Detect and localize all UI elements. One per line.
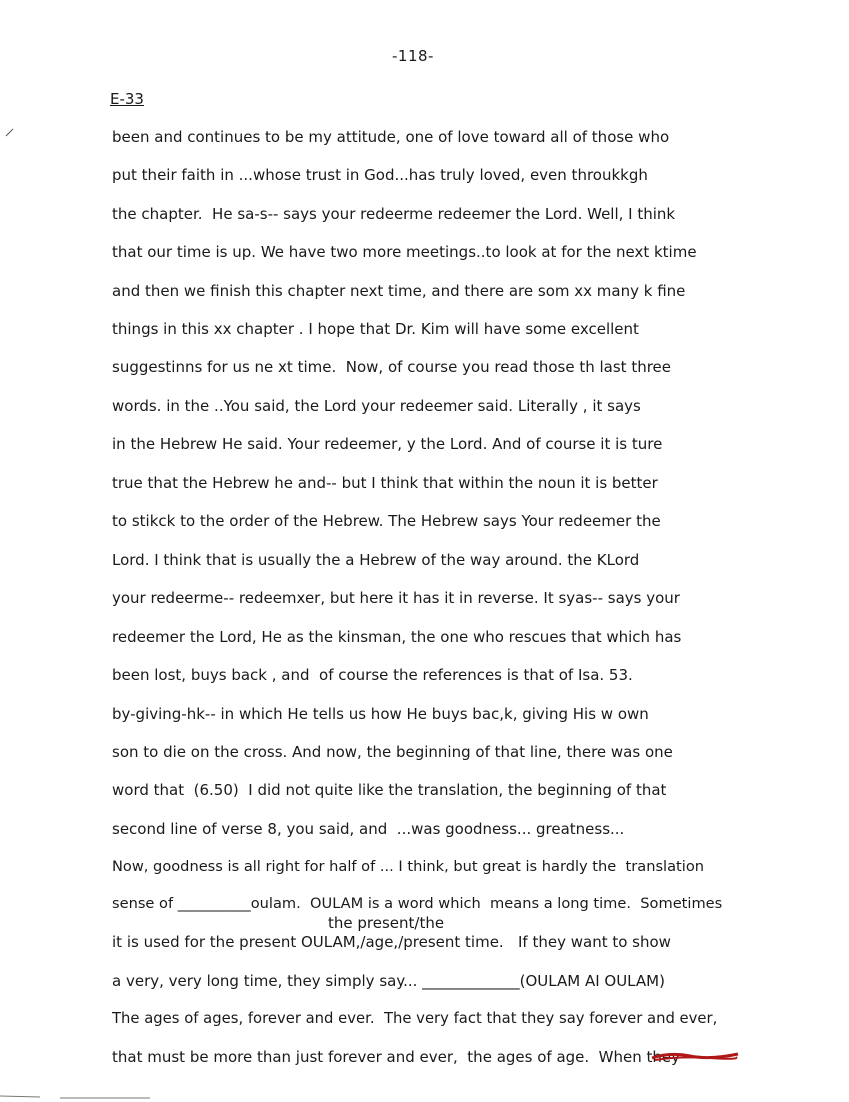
text-line: The ages of ages, forever and ever. The very fact that they say forever and ever, xyxy=(112,1010,718,1027)
red-strikethrough-scribble xyxy=(650,1046,740,1066)
page-number: -118- xyxy=(392,47,434,65)
section-label: E-33 xyxy=(110,90,144,108)
text-line: true that the Hebrew he and-- but I think that within the noun it is better xyxy=(112,474,658,492)
text-line: Now, goodness is all right for half of ... I think, but great is hardly the translation xyxy=(112,858,704,875)
text-line: your redeerme-- redeemxer, but here it has it in reverse. It syas-- says your xyxy=(112,589,680,607)
text-line: and then we finish this chapter next time, and there are som xx many k fine xyxy=(112,282,686,300)
text-line: the chapter. He sa-s-- says your redeerme redeemer the Lord. Well, I think xyxy=(112,205,676,223)
text-line: been lost, buys back , and of course the references is that of Isa. 53. xyxy=(112,666,633,684)
text-line: redeemer the Lord, He as the kinsman, the one who rescues that which has xyxy=(112,628,682,646)
text-line: been and continues to be my attitude, one of love toward all of those who xyxy=(112,128,670,146)
text-line: second line of verse 8, you said, and ...was goodness... greatness... xyxy=(112,820,625,838)
text-line: things in this xx chapter . I hope that Dr. Kim will have some excellent xyxy=(112,320,639,338)
text-line: word that (6.50) I did not quite like the translation, the beginning of that xyxy=(112,781,667,799)
text-line: a very, very long time, they simply say... _____________(OULAM AI OULAM) xyxy=(112,972,665,990)
text-line: by-giving-hk-- in which He tells us how He buys bac,k, giving His w own xyxy=(112,705,649,723)
text-line: put their faith in ...whose trust in God...has truly loved, even throukkgh xyxy=(112,166,648,184)
text-line: words. in the ..You said, the Lord your redeemer said. Literally , it says xyxy=(112,397,641,415)
text-line: in the Hebrew He said. Your redeemer, y the Lord. And of course it is ture xyxy=(112,435,663,453)
text-line: to stikck to the order of the Hebrew. The Hebrew says Your redeemer the xyxy=(112,512,661,530)
text-line: it is used for the present OULAM,/age,/present time. If they want to show xyxy=(112,933,671,951)
margin-tick-mark xyxy=(4,126,16,138)
text-line: that our time is up. We have two more meetings..to look at for the next ktime xyxy=(112,243,697,261)
text-line: Lord. I think that is usually the a Hebrew of the way around. the KLord xyxy=(112,551,640,569)
text-line: sense of __________oulam. OULAM is a word which means a long time. Sometimes xyxy=(112,895,723,912)
text-line: that must be more than just forever and ever, the ages of age. When they xyxy=(112,1048,681,1066)
bottom-edge-smudge xyxy=(0,1090,160,1100)
text-line: suggestinns for us ne xt time. Now, of course you read those th last three xyxy=(112,358,672,376)
interlinear-insertion: the present/the xyxy=(328,914,445,932)
text-line: son to die on the cross. And now, the beginning of that line, there was one xyxy=(112,743,673,761)
